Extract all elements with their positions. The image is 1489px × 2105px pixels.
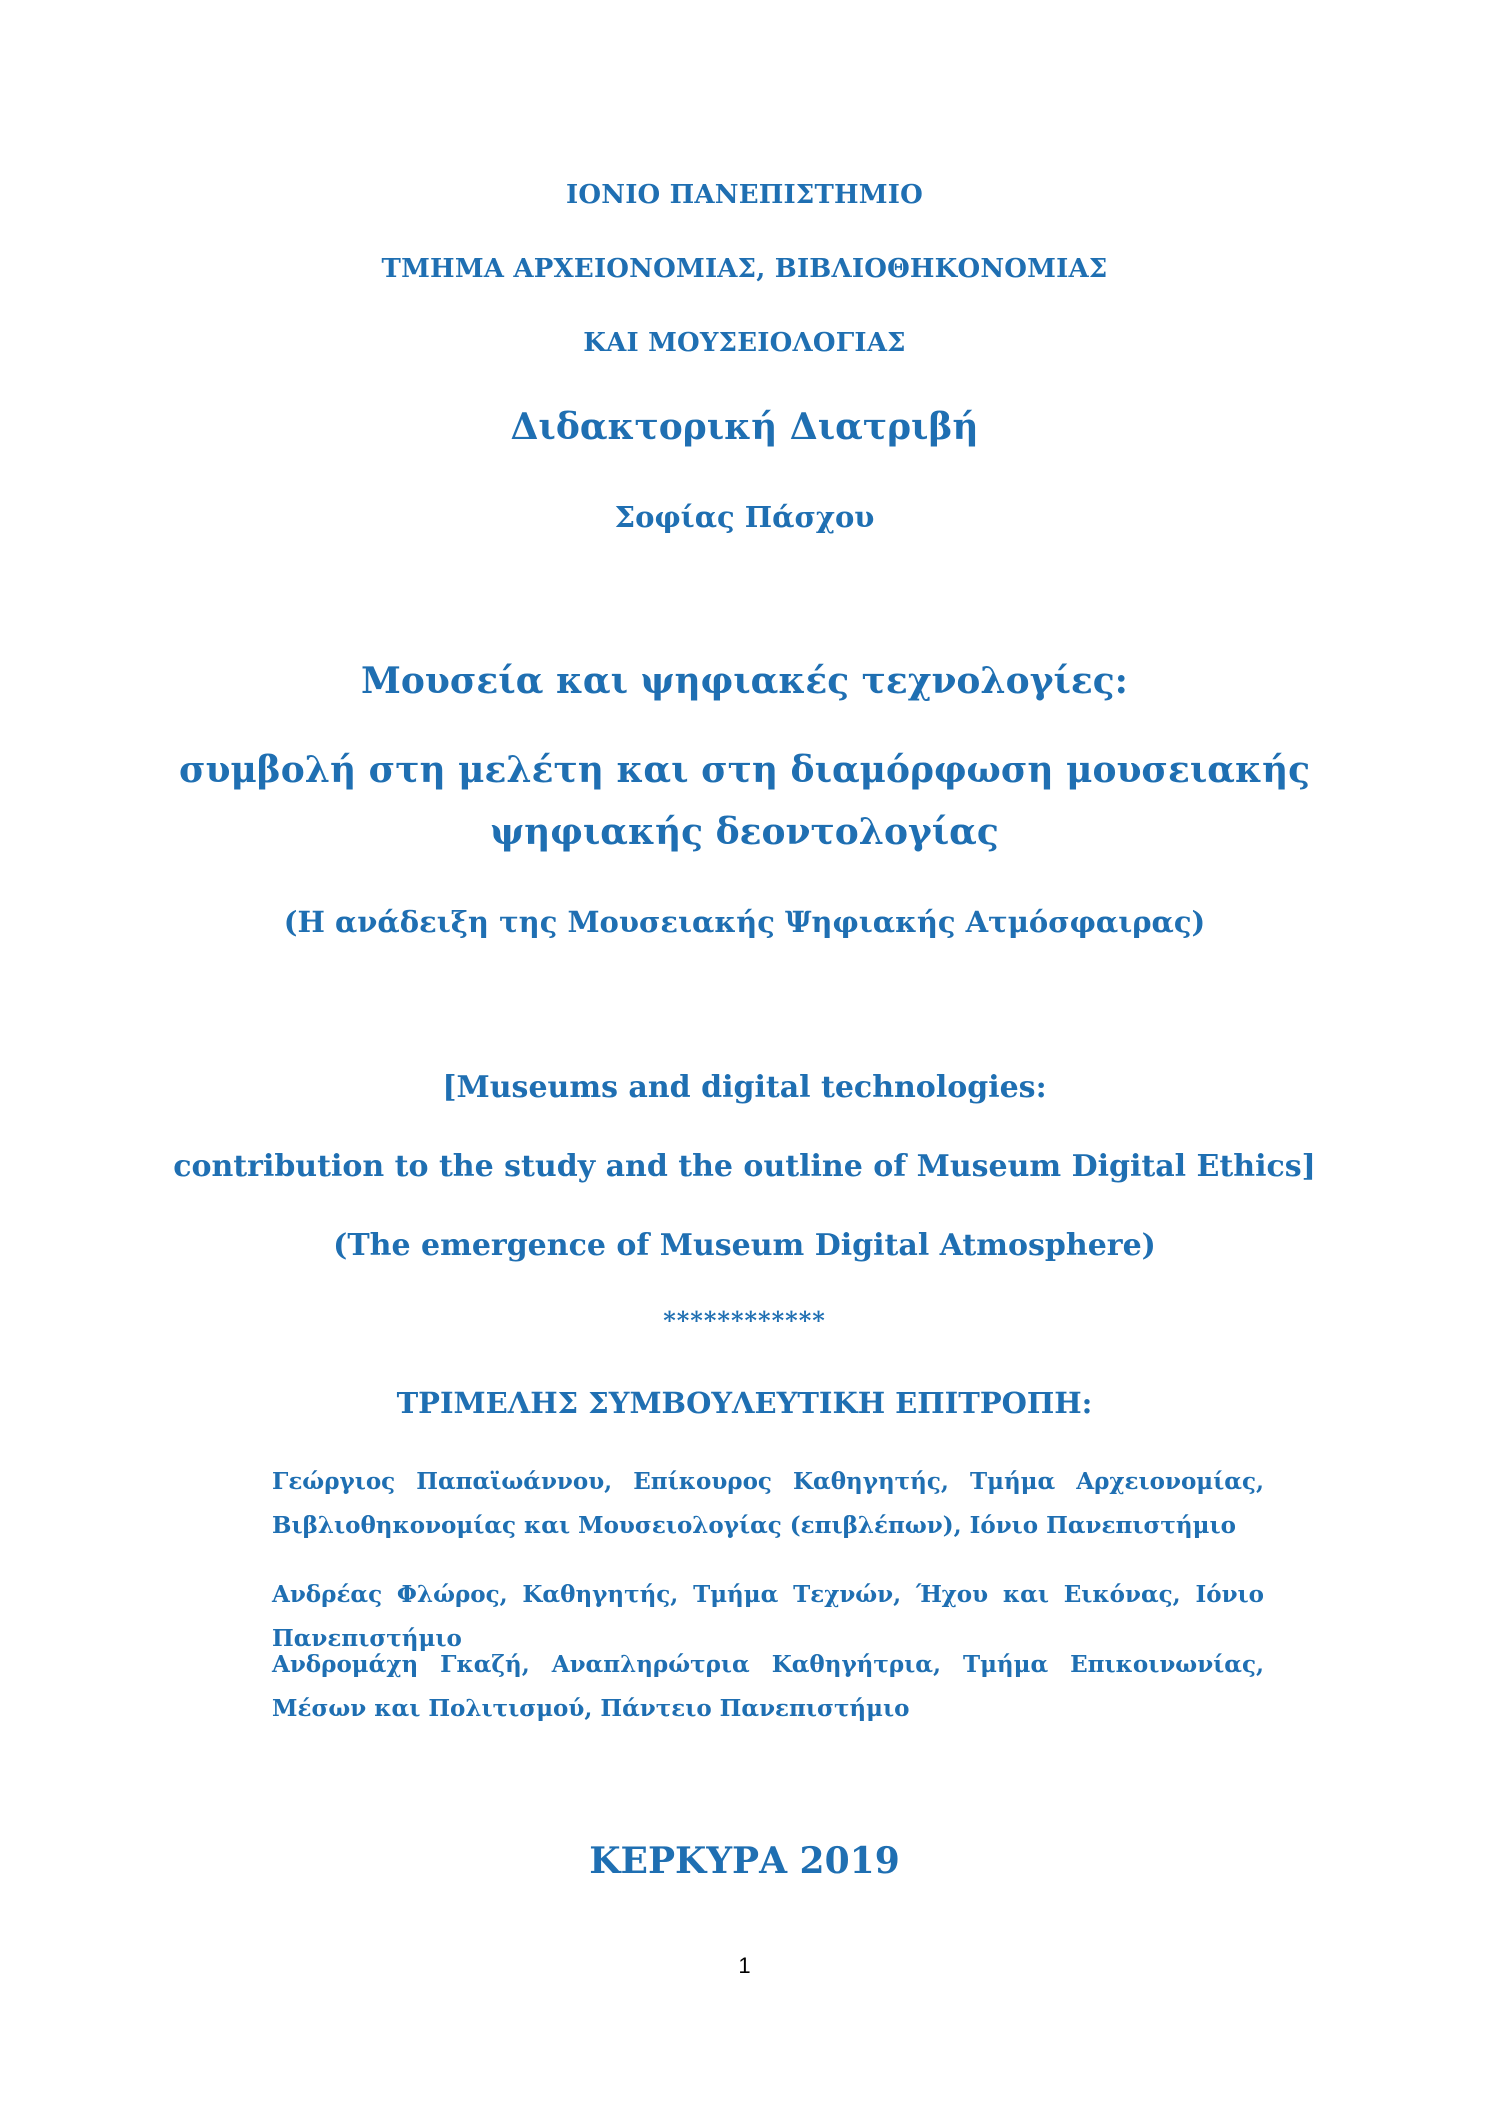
greek-subtitle: (Η ανάδειξη της Μουσειακής Ψηφιακής Ατμόσφαιρας) xyxy=(283,905,1206,939)
department-line-2: ΚΑΙ ΜΟΥΣΕΙΟΛΟΓΙΑΣ xyxy=(583,328,906,358)
english-title-line-1: [Museums and digital technologies: xyxy=(442,1070,1047,1105)
greek-title-line-2: συμβολή στη μελέτη και στη διαμόρφωση μουσειακής xyxy=(178,749,1311,791)
department-line-1: ΤΜΗΜΑ ΑΡΧΕΙΟΝΟΜΙΑΣ, ΒΙΒΛΙΟΘΗΚΟΝΟΜΙΑΣ xyxy=(381,254,1108,284)
greek-title-line-1: Μουσεία και ψηφιακές τεχνολογίες: xyxy=(361,660,1128,702)
place-year: ΚΕΡΚΥΡΑ 2019 xyxy=(589,1840,900,1882)
committee-heading: ΤΡΙΜΕΛΗΣ ΣΥΜΒΟΥΛΕΥΤΙΚΗ ΕΠΙΤΡΟΠΗ: xyxy=(396,1386,1093,1420)
separator: ************ xyxy=(663,1306,826,1335)
greek-title-line-3: ψηφιακής δεοντολογίας xyxy=(490,811,999,853)
committee-member-1: Γεώργιος Παπαϊωάννου, Επίκουρος Καθηγητής, Τμήμα Αρχειονομίας, Βιβλιοθηκονομίας και Μουσειολογίας (επιβλέπων), Ιόνιο Πανεπιστήμιο xyxy=(272,1468,1264,1539)
english-subtitle: (The emergence of Museum Digital Atmosphere) xyxy=(333,1228,1156,1263)
document-type: Διδακτορική Διατριβή xyxy=(510,406,979,448)
committee-member-3: Ανδρομάχη Γκαζή, Αναπληρώτρια Καθηγήτρια, Τμήμα Επικοινωνίας, Μέσων και Πολιτισμού, Πάντειο Πανεπιστήμιο xyxy=(272,1651,1264,1722)
university-name: ΙΟΝΙΟ ΠΑΝΕΠΙΣΤΗΜΙΟ xyxy=(566,180,923,210)
english-title-line-2: contribution to the study and the outline of Museum Digital Ethics] xyxy=(173,1149,1316,1184)
author-name: Σοφίας Πάσχου xyxy=(614,500,875,534)
page-number: 1 xyxy=(738,1953,751,1978)
committee-member-2: Ανδρέας Φλώρος, Καθηγητής, Τμήμα Τεχνών, Ήχου και Εικόνας, Ιόνιο Πανεπιστήμιο xyxy=(272,1581,1264,1652)
